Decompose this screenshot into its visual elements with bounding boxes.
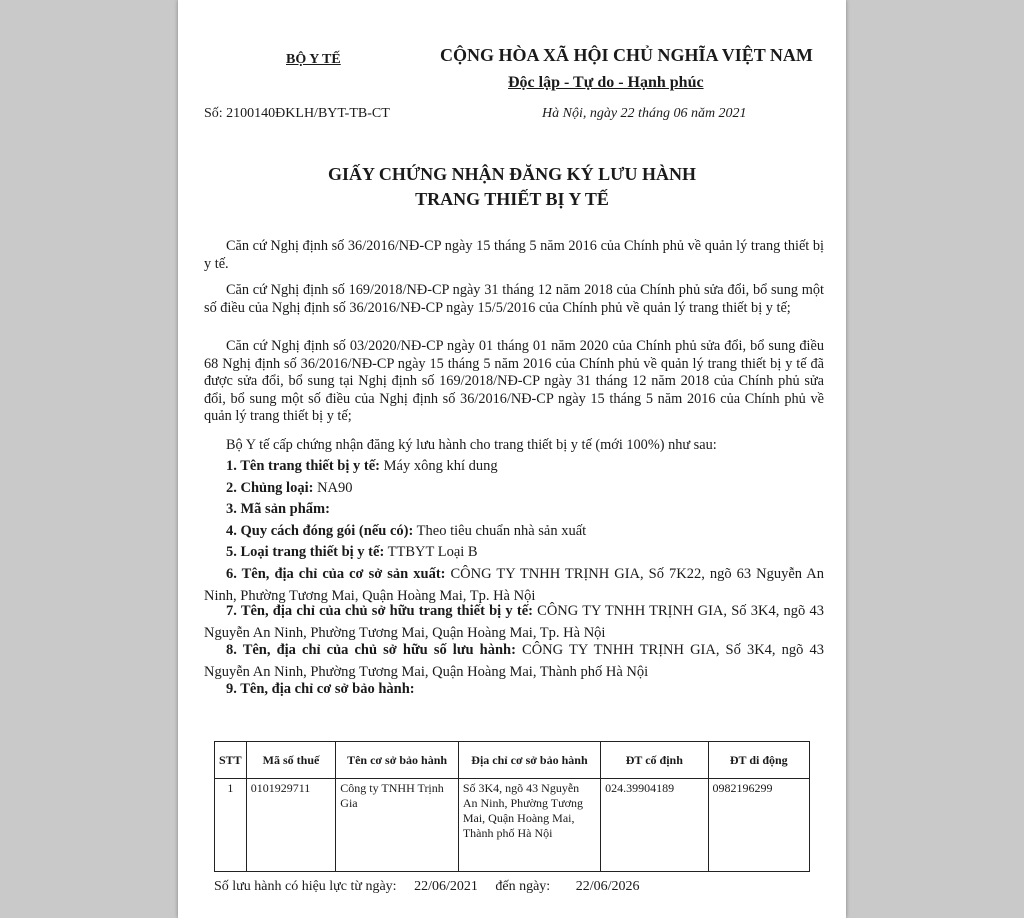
table-header-cell: Địa chỉ cơ sở bảo hành — [458, 742, 600, 779]
item-value: CÔNG TY TNHH TRỊNH GIA, Số 3K4, ngõ 43 Nguyễn An Ninh, Phường Tương Mai, Quận Hoàng Mai, Thành phố Hà Nội — [204, 642, 824, 680]
validity-from-label: Số lưu hành có hiệu lực từ ngày: — [214, 879, 397, 894]
item-label: 3. Mã sản phẩm: — [226, 501, 330, 517]
warranty-table — [214, 741, 810, 872]
preamble-paragraph — [204, 282, 824, 317]
table-header-row — [215, 742, 810, 779]
document-title-line1: GIẤY CHỨNG NHẬN ĐĂNG KÝ LƯU HÀNH — [328, 164, 696, 184]
item-label: 1. Tên trang thiết bị y tế: — [226, 458, 380, 474]
table-cell-facility-address: Số 3K4, ngõ 43 Nguyễn An Ninh, Phường Tương Mai, Quận Hoàng Mai, Thành phố Hà Nội — [458, 779, 600, 872]
ministry-name: BỘ Y TẾ — [286, 52, 341, 67]
place-date: Hà Nội, ngày 22 tháng 06 năm 2021 — [542, 106, 747, 121]
item-value: Theo tiêu chuẩn nhà sản xuất — [413, 523, 587, 539]
preamble-text: Bộ Y tế cấp chứng nhận đăng ký lưu hành cho trang thiết bị y tế (mới 100%) như sau: — [226, 437, 717, 453]
table-cell-landline: 024.39904189 — [601, 779, 708, 872]
document-title-line2: TRANG THIẾT BỊ Y TẾ — [415, 189, 609, 209]
item-value: Máy xông khí dung — [380, 458, 498, 474]
validity-to-date: 22/06/2026 — [575, 879, 640, 894]
table-row — [215, 779, 810, 872]
item-label: 9. Tên, địa chỉ cơ sở bảo hành: — [226, 681, 415, 697]
item-label: 6. Tên, địa chỉ của cơ sở sản xuất: — [226, 566, 446, 582]
table-header-cell: ĐT di động — [708, 742, 809, 779]
item-product-code — [204, 499, 824, 521]
item-label: 2. Chủng loại: — [226, 480, 314, 496]
national-title: CỘNG HÒA XÃ HỘI CHỦ NGHĨA VIỆT NAM — [440, 45, 813, 65]
table-cell-tax-code: 0101929711 — [246, 779, 336, 872]
table-cell-facility-name: Công ty TNHH Trịnh Gia — [336, 779, 459, 872]
item-label: 8. Tên, địa chỉ của chủ sở hữu số lưu hành: — [226, 642, 516, 658]
preamble-paragraph — [204, 238, 824, 273]
item-registration-owner — [204, 640, 824, 683]
item-packaging — [204, 521, 824, 543]
preamble-text: Căn cứ Nghị định số 36/2016/NĐ-CP ngày 15 tháng 5 năm 2016 của Chính phủ về quản lý trang thiết bị y tế. — [204, 238, 824, 272]
preamble-text: Căn cứ Nghị định số 169/2018/NĐ-CP ngày 31 tháng 12 năm 2018 của Chính phủ sửa đổi, bổ sung một số điều của Nghị định số 36/2016/NĐ-CP ngày 15/5/2016 của Chính phủ về quản lý trang thiết bị y tế; — [204, 282, 824, 316]
table-header-cell: Tên cơ sở bảo hành — [336, 742, 459, 779]
item-device-class — [204, 542, 824, 564]
table-header-cell: STT — [215, 742, 247, 779]
item-value: CÔNG TY TNHH TRỊNH GIA, Số 7K22, ngõ 63 Nguyễn An Ninh, Phường Tương Mai, Quận Hoàng Mai, Tp. Hà Nội — [204, 566, 824, 604]
national-motto: Độc lập - Tự do - Hạnh phúc — [508, 74, 704, 91]
table-cell-stt: 1 — [215, 779, 247, 872]
item-label: 5. Loại trang thiết bị y tế: — [226, 544, 385, 560]
item-device-name — [204, 456, 824, 478]
validity-from-date: 22/06/2021 — [414, 879, 478, 894]
preamble-text: Căn cứ Nghị định số 03/2020/NĐ-CP ngày 01 tháng 01 năm 2020 của Chính phủ sửa đổi, bổ sung điều 68 Nghị định số 36/2016/NĐ-CP ngày 15 tháng 5 năm 2016 của Chính phủ về quản lý trang thiết bị y tế đã được sửa đổi, bổ sung tại Nghị định số 169/2018/NĐ-CP ngày 31 tháng 12 năm 2018 của Chính phủ sửa đổi, bổ sung một số điều của Nghị định số 36/2016/NĐ-CP ngày 15 tháng 5 năm 2016 của Chính phủ về quản lý trang thiết bị y tế; — [204, 338, 824, 424]
table-header-cell: Mã số thuế — [246, 742, 336, 779]
item-value: CÔNG TY TNHH TRỊNH GIA, Số 3K4, ngõ 43 Nguyễn An Ninh, Phường Tương Mai, Quận Hoàng Mai, Tp. Hà Nội — [204, 603, 824, 641]
preamble-paragraph — [204, 437, 824, 455]
item-model — [204, 478, 824, 500]
item-value: TTBYT Loại B — [384, 544, 478, 560]
validity-line — [214, 879, 639, 895]
validity-to-label: đến ngày: — [495, 879, 551, 894]
document-number: Số: 2100140ĐKLH/BYT-TB-CT — [204, 106, 390, 121]
table-cell-mobile: 0982196299 — [708, 779, 809, 872]
item-warranty-facility — [204, 679, 824, 701]
item-value: NA90 — [313, 480, 353, 496]
table-header-cell: ĐT cố định — [601, 742, 708, 779]
document-page — [178, 0, 846, 918]
preamble-paragraph — [204, 338, 824, 426]
item-label: 4. Quy cách đóng gói (nếu có): — [226, 523, 414, 539]
item-device-owner — [204, 601, 824, 644]
item-label: 7. Tên, địa chỉ của chủ sở hữu trang thiết bị y tế: — [226, 603, 533, 619]
